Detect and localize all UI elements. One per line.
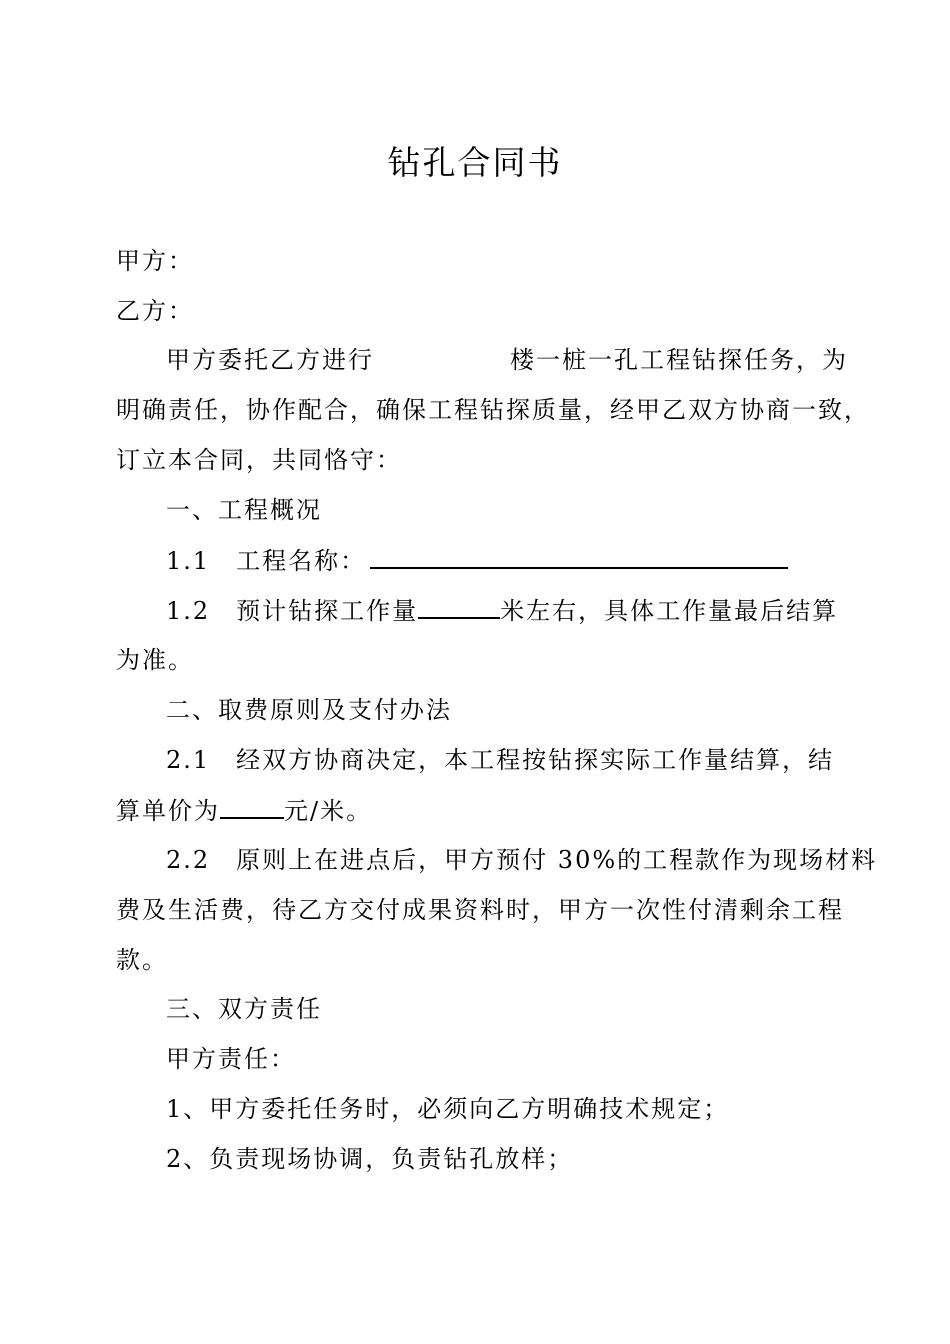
item-1-2 xyxy=(166,595,846,626)
party-a-responsibility-label: 甲方责任： xyxy=(166,1045,296,1073)
section-3-heading: 三、双方责任 xyxy=(166,995,322,1023)
intro-text-before: 甲方委托乙方进行 xyxy=(166,346,374,374)
item-1-2-cont: 为准。 xyxy=(116,646,194,674)
item-2-2-line-1: 2.2 原则上在进点后，甲方预付 30%的工程款作为现场材料 xyxy=(166,846,878,874)
item-1-2-before: 1.2 预计钻探工作量 xyxy=(166,597,419,625)
section-2-heading: 二、取费原则及支付办法 xyxy=(166,696,452,724)
item-2-1-before: 算单价为 xyxy=(116,797,220,825)
project-name-blank xyxy=(370,545,788,569)
intro-line-1 xyxy=(166,345,846,375)
party-a-label: 甲方： xyxy=(116,247,194,275)
workload-blank xyxy=(418,595,500,619)
section-1-heading: 一、工程概况 xyxy=(166,496,322,524)
intro-line-2: 明确责任，协作配合，确保工程钻探质量，经甲乙双方协商一致， xyxy=(116,396,870,424)
item-2-1-line-2 xyxy=(116,795,846,826)
item-1-2-after: 米左右，具体工作量最后结算 xyxy=(500,597,839,625)
item-2-1-line-1: 2.1 经双方协商决定，本工程按钻探实际工作量结算，结 xyxy=(166,746,835,774)
project-name-label: 1.1 工程名称： xyxy=(166,547,367,575)
item-1-1 xyxy=(166,545,846,576)
responsibility-item-2: 2、负责现场协调，负责钻孔放样； xyxy=(166,1145,574,1173)
responsibility-item-1: 1、甲方委托任务时，必须向乙方明确技术规定； xyxy=(166,1095,730,1123)
intro-text-after: 楼一桩一孔工程钻探任务，为 xyxy=(510,346,848,374)
unit-price-blank xyxy=(220,795,284,819)
item-2-2-line-3: 款。 xyxy=(116,946,168,974)
intro-line-3: 订立本合同，共同恪守： xyxy=(116,446,402,474)
item-2-2-line-2: 费及生活费，待乙方交付成果资料时，甲方一次性付清剩余工程 xyxy=(116,896,844,924)
item-2-1-after: 元/米。 xyxy=(284,797,373,825)
party-b-label: 乙方： xyxy=(116,297,194,325)
document-title: 钻孔合同书 xyxy=(387,143,563,182)
